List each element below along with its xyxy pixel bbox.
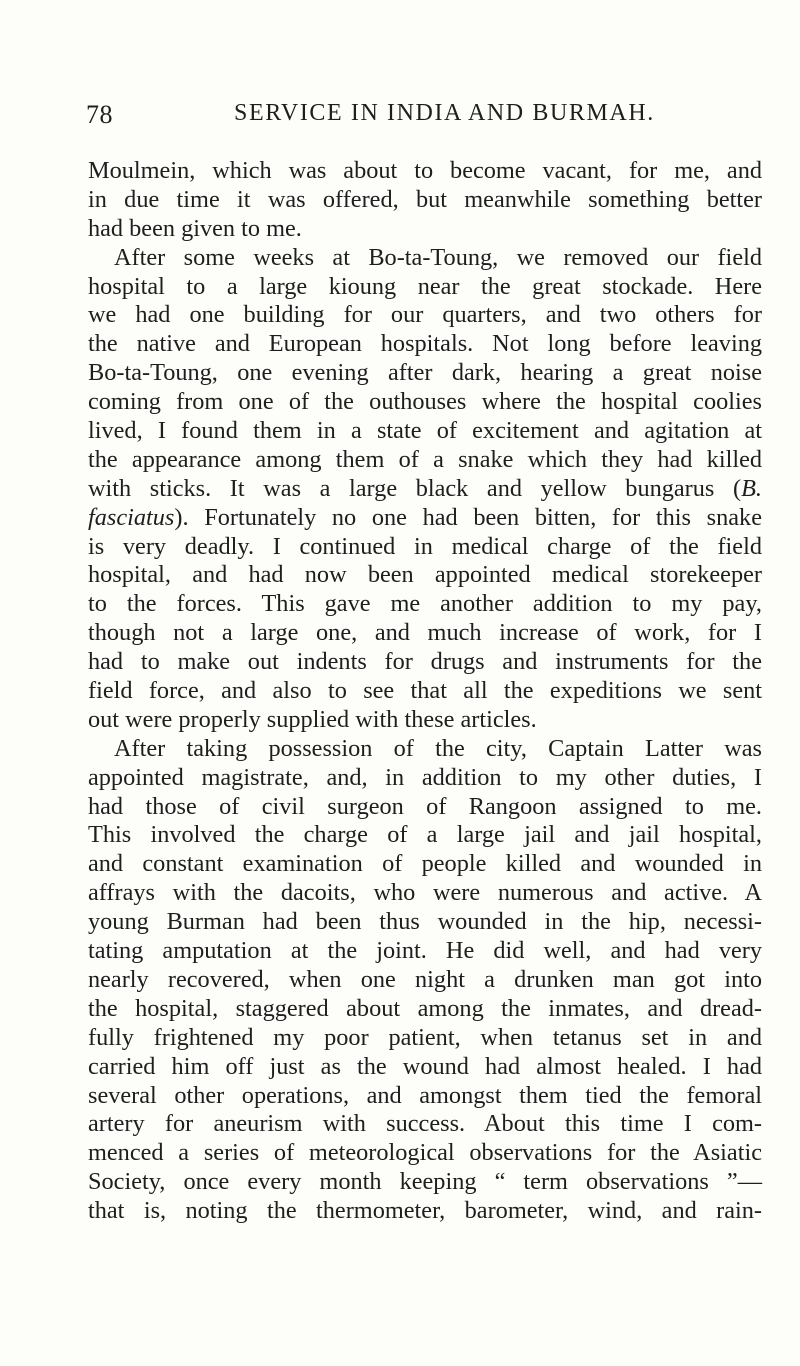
text-line: After taking possession of the city, Captain Latter was <box>114 734 762 762</box>
text-line: that is, noting the thermometer, barometer, wind, and rain- <box>88 1197 762 1225</box>
text-line: hospital to a large kioung near the great stockade. Here <box>88 272 762 300</box>
text-line: nearly recovered, when one night a drunken man got into <box>88 965 762 993</box>
text-line: This involved the charge of a large jail and jail hospital, <box>88 821 762 849</box>
text-line: had been given to me. <box>88 214 302 242</box>
text-line: Moulmein, which was about to become vacant, for me, and <box>88 157 762 184</box>
text-line: the appearance among them of a snake which they had killed <box>88 445 762 473</box>
running-head <box>86 100 760 140</box>
text-line: to the forces. This gave me another addition to my pay, <box>88 590 762 618</box>
text-line: lived, I found them in a state of excitement and agitation at <box>88 417 762 445</box>
text-line: fully frightened my poor patient, when tetanus set in and <box>88 1023 762 1051</box>
text-line: the hospital, staggered about among the inmates, and dread- <box>88 994 762 1022</box>
text-line: menced a series of meteorological observations for the Asiatic <box>88 1139 762 1167</box>
text-line: Bo-ta-Toung, one evening after dark, hearing a great noise <box>88 359 762 387</box>
text-line: had those of civil surgeon of Rangoon assigned to me. <box>88 792 762 820</box>
text-line: artery for aneurism with success. About this time I com- <box>88 1110 762 1138</box>
text-line: carried him off just as the wound had almost healed. I had <box>88 1052 762 1080</box>
species-abbreviation: B. <box>741 474 762 502</box>
text-line <box>88 504 762 533</box>
text-line: After some weeks at Bo-ta-Toung, we removed our field <box>114 243 762 271</box>
text-line: field force, and also to see that all the expeditions we sent <box>88 677 762 705</box>
text-line: we had one building for our quarters, and two others for <box>88 301 762 329</box>
text-line: had to make out indents for drugs and instruments for the <box>88 648 762 676</box>
text-line: and constant examination of people killed and wounded in <box>88 850 762 878</box>
text-segment: with sticks. It was a large black and yellow bungarus ( <box>88 474 742 502</box>
text-line: hospital, and had now been appointed medical storekeeper <box>88 561 762 589</box>
text-line: young Burman had been thus wounded in the hip, necessi- <box>88 908 762 936</box>
text-line: Society, once every month keeping “ term observations ”— <box>88 1168 762 1196</box>
text-line: out were properly supplied with these articles. <box>88 705 537 733</box>
body-text <box>88 157 762 1226</box>
text-line: the native and European hospitals. Not long before leaving <box>88 330 762 358</box>
text-segment: ). Fortunately no one had been bitten, for this snake <box>174 503 762 531</box>
running-title: SERVICE IN INDIA AND BURMAH. <box>234 100 655 126</box>
text-line: tating amputation at the joint. He did well, and had very <box>88 937 762 965</box>
text-line: affrays with the dacoits, who were numerous and active. A <box>88 879 762 907</box>
page-number: 78 <box>86 100 113 129</box>
text-line: is very deadly. I continued in medical charge of the field <box>88 532 762 560</box>
species-name: fasciatus <box>88 503 175 531</box>
text-line: several other operations, and amongst them tied the femoral <box>88 1081 762 1109</box>
text-line <box>88 475 762 504</box>
text-line: though not a large one, and much increase of work, for I <box>88 619 762 647</box>
text-line: coming from one of the outhouses where the hospital coolies <box>88 388 762 416</box>
text-line: appointed magistrate, and, in addition to my other duties, I <box>88 763 762 791</box>
text-line: in due time it was offered, but meanwhile something better <box>88 185 762 213</box>
